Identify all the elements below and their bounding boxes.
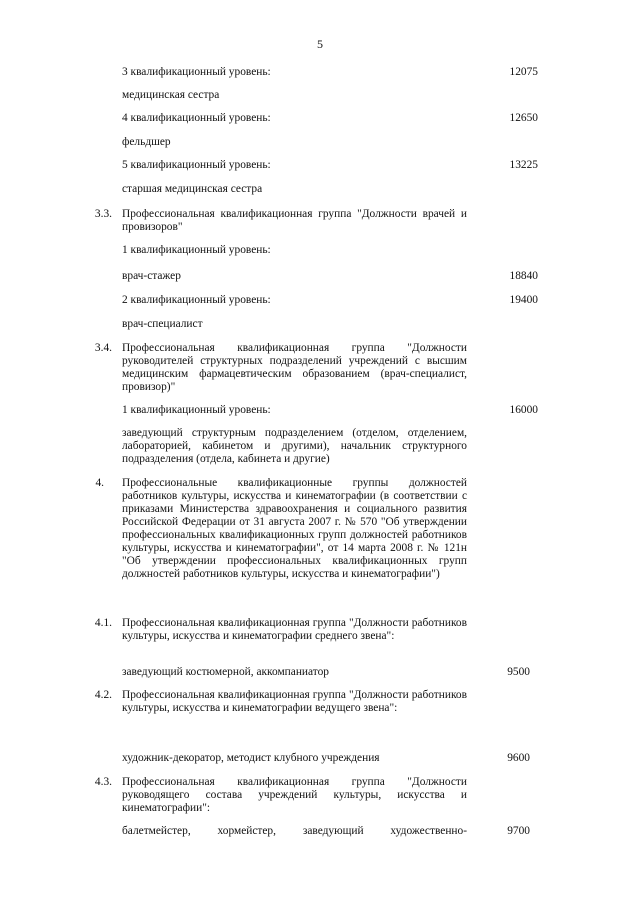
row-text: старшая медицинская сестра — [122, 183, 263, 195]
row-text: 3 квалификационный уровень: — [122, 66, 271, 78]
row-text: врач-стажер — [122, 270, 181, 282]
row-value: 12650 — [509, 112, 538, 124]
row-text: 4 квалификационный уровень: — [122, 112, 271, 124]
section-number: 3.3. — [94, 208, 112, 220]
row-text: фельдшер — [122, 136, 171, 148]
section-heading: Профессиональная квалификационная группа "Должности работников культуры, искусства и кинематографии ведущего звена": — [122, 689, 467, 714]
section-heading: Профессиональная квалификационная группа "Должности руководителей структурных подразделений учреждений с высшим медицинским фармацевтическим образованием (врач-специалист, провизор)" — [122, 342, 467, 393]
page-number: 5 — [317, 37, 323, 51]
section-number: 4. — [95, 477, 104, 489]
row-value: 9500 — [507, 666, 530, 678]
row-value: 18840 — [509, 270, 538, 282]
row-value: 9700 — [507, 825, 530, 837]
section-heading: Профессиональная квалификационная группа "Должности врачей и провизоров" — [122, 208, 467, 233]
section-number: 4.2. — [94, 689, 112, 701]
section-number: 4.3. — [94, 776, 112, 788]
section-number: 4.1. — [94, 617, 112, 629]
row-value: 19400 — [509, 294, 538, 306]
row-text: врач-специалист — [122, 318, 203, 330]
row-text: 1 квалификационный уровень: — [122, 404, 271, 416]
row-text: заведующий структурным подразделением (отделом, отделением, лабораторией, кабинетом и другими), начальник структурного подразделения (отдела, кабинета и другие) — [122, 427, 467, 465]
row-text: 5 квалификационный уровень: — [122, 159, 271, 171]
row-text: заведующий костюмерной, аккомпаниатор — [122, 666, 330, 678]
section-heading: Профессиональные квалификационные группы должностей работников культуры, искусства и кинематографии (в соответствии с приказами Министерства здравоохранения и социального развития Российской Федерации от 31 августа 2007 г. № 570 "Об утверждении профессиональных квалификационных групп должностей работников культуры, искусства и кинематографии", от 14 марта 2008 г. № 121н "Об утверждении профессиональных квалификационных групп должностей работников культуры, искусства и кинематографии") — [122, 477, 467, 580]
row-value: 9600 — [507, 752, 530, 764]
row-text: 2 квалификационный уровень: — [122, 294, 271, 306]
row-text: балетмейстер, хормейстер, заведующий художественно- — [122, 825, 467, 837]
row-value: 13225 — [509, 159, 538, 171]
row-text: 1 квалификационный уровень: — [122, 244, 271, 256]
row-value: 16000 — [509, 404, 538, 416]
section-number: 3.4. — [94, 342, 112, 354]
row-text: художник-декоратор, методист клубного учреждения — [122, 752, 380, 764]
row-text: медицинская сестра — [122, 89, 220, 101]
row-value: 12075 — [509, 66, 538, 78]
section-heading: Профессиональная квалификационная группа "Должности руководящего состава учреждений культуры, искусства и кинематографии": — [122, 776, 467, 814]
section-heading: Профессиональная квалификационная группа "Должности работников культуры, искусства и кинематографии среднего звена": — [122, 617, 467, 642]
